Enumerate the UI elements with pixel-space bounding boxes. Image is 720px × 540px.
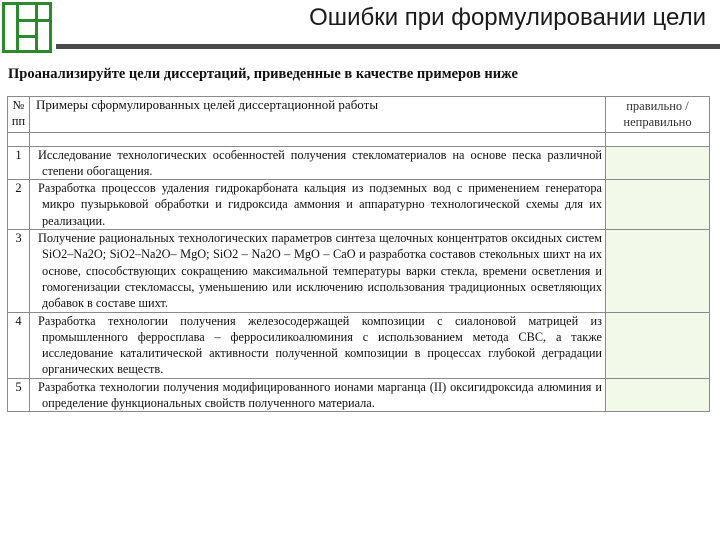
goal-text: Получение рациональных технологических параметров синтеза щелочных концентратов оксидных систем SiO2–Na2O; SiO2–Na2O– MgO; SiO2 – Na2O – MgO – CaO и разработка составов стекольных шихт на их основе, способствующих сокращению максимальной температуры варки стекла, времени осветления и гомогенизации стекломассы, уменьшению или исключению использования традиционных осветляющих добавок в составе шихт. <box>30 230 606 312</box>
row-number: 5 <box>8 378 30 412</box>
table-header-row <box>8 97 710 133</box>
answer-cell[interactable] <box>606 180 710 230</box>
column-header-goal: Примеры сформулированных целей диссертационной работы <box>30 97 606 133</box>
header-spacer-row <box>8 132 710 146</box>
answer-cell[interactable] <box>606 146 710 180</box>
table-row <box>8 146 710 180</box>
goal-text: Разработка технологии получения модифицированного ионами марганца (II) оксигидроксида алюминия и определение функциональных свойств полученного материала. <box>30 378 606 412</box>
goal-text: Разработка процессов удаления гидрокарбоната кальция из подземных вод с применением генератора микро пузырьковой обработки и гидроксида аммония и аппаратурно технологической схемы для их реализации. <box>30 180 606 230</box>
column-header-answer: правильно / неправильно <box>606 97 710 133</box>
table-row <box>8 312 710 378</box>
column-header-number: № пп <box>8 97 30 133</box>
row-number: 2 <box>8 180 30 230</box>
answer-cell[interactable] <box>606 378 710 412</box>
table-row <box>8 180 710 230</box>
goal-text: Разработка технологии получения железосодержащей композиции с сиалоновой матрицей из промышленного ферросплава – ферросиликоалюминия с использованием метода СВС, а также исследование каталитической активности полученной композиции в процессах глубокой деградации органических веществ. <box>30 312 606 378</box>
answer-cell[interactable] <box>606 230 710 312</box>
goal-text: Исследование технологических особенностей получения стекломатериалов на основе песка различной степени обогащения. <box>30 146 606 180</box>
title-divider <box>56 44 720 49</box>
task-instruction: Проанализируйте цели диссертаций, приведенные в качестве примеров ниже <box>8 66 518 82</box>
goals-table <box>7 96 710 412</box>
table-row <box>8 378 710 412</box>
answer-cell[interactable] <box>606 312 710 378</box>
row-number: 3 <box>8 230 30 312</box>
row-number: 1 <box>8 146 30 180</box>
table-row <box>8 230 710 312</box>
page-title: Ошибки при формулировании цели <box>309 4 706 31</box>
row-number: 4 <box>8 312 30 378</box>
logo-icon <box>2 2 52 53</box>
